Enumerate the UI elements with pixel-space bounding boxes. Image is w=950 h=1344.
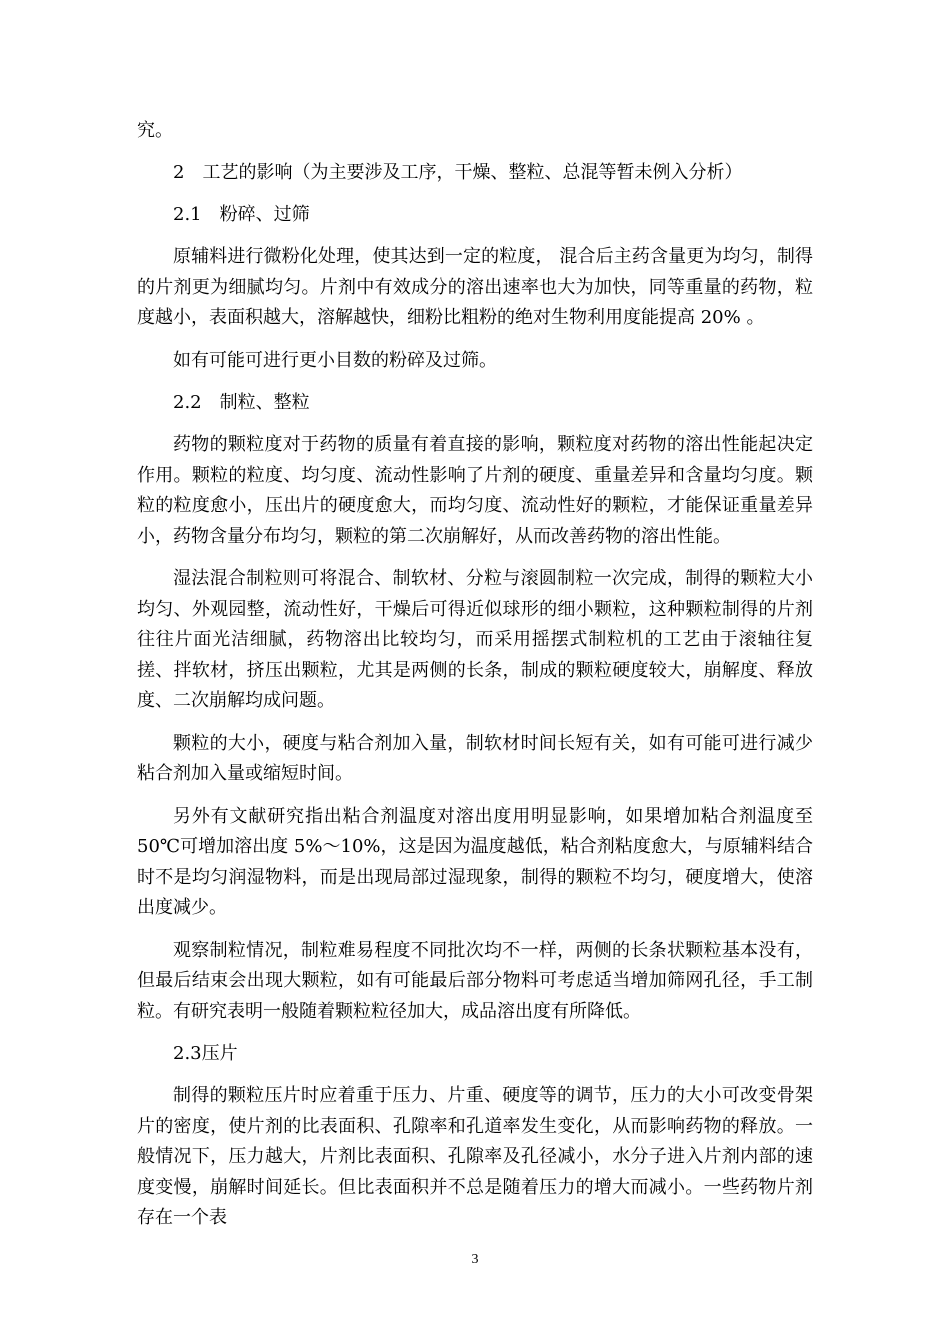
paragraph-2-1-b: 如有可能可进行更小目数的粉碎及过筛。 xyxy=(173,349,497,371)
section-heading-2-3: 2.3压片 xyxy=(173,1043,238,1064)
paragraph-2-2-b: 湿法混合制粒则可将混合、制软材、分粒与滚圆制粒一次完成，制得的颗粒大小均匀、外观园整，流动性好，干燥后可得近似球形的细小颗粒，这种颗粒制得的片剂往往片面光洁细腻，药物溶出比较均匀，而采用摇摆式制粒机的工艺由于滚轴往复搓、拌软材，挤压出颗粒，尤其是两侧的长条，制成的颗粒硬度较大，崩解度、释放度、二次崩解均成问题。 xyxy=(137,568,813,711)
page-number: 3 xyxy=(471,1252,479,1267)
paragraph-2-2-d: 另外有文献研究指出粘合剂温度对溶出度用明显影响，如果增加粘合剂温度至 50℃可增加溶出度 5%～10%，这是因为温度越低，粘合剂粘度愈大，与原辅料结合时不是均匀润湿物料，而是出现局部过湿现象，制得的颗粒不均匀，硬度增大，使溶出度减少。 xyxy=(137,805,813,918)
paragraph-2-1-a: 原辅料进行微粉化处理，使其达到一定的粒度， 混合后主药含量更为均匀，制得的片剂更为细腻均匀。片剂中有效成分的溶出速率也大为加快，同等重量的药物，粒度越小，表面积越大，溶解越快，细粉比粗粉的绝对生物利用度能提高 20% 。 xyxy=(137,246,813,328)
paragraph-2-2-a: 药物的颗粒度对于药物的质量有着直接的影响，颗粒度对药物的溶出性能起决定作用。颗粒的粒度、均匀度、流动性影响了片剂的硬度、重量差异和含量均匀度。颗粒的粒度愈小，压出片的硬度愈大，而均匀度、流动性好的颗粒，才能保证重量差异小，药物含量分布均匀，颗粒的第二次崩解好，从而改善药物的溶出性能。 xyxy=(137,434,813,547)
section-heading-2-1: 2.1 粉碎、过筛 xyxy=(173,204,310,225)
paragraph-2-2-c: 颗粒的大小，硬度与粘合剂加入量，制软材时间长短有关，如有可能可进行减少粘合剂加入量或缩短时间。 xyxy=(137,732,813,784)
section-heading-2-2: 2.2 制粒、整粒 xyxy=(173,392,310,413)
document-body xyxy=(137,116,813,1246)
paragraph-2-2-e: 观察制粒情况，制粒难易程度不同批次均不一样，两侧的长条状颗粒基本没有，但最后结束会出现大颗粒，如有可能最后部分物料可考虑适当增加筛网孔径，手工制粒。有研究表明一般随着颗粒粒径加大，成品溶出度有所降低。 xyxy=(137,939,813,1022)
continuation-text: 究。 xyxy=(137,120,173,141)
paragraph-2-3-a: 制得的颗粒压片时应着重于压力、片重、硬度等的调节，压力的大小可改变骨架片的密度，使片剂的比表面积、孔隙率和孔道率发生变化，从而影响药物的释放。一般情况下，压力越大，片剂比表面积、孔隙率及孔径减小，水分子进入片剂内部的速度变慢，崩解时间延长。但比表面积并不总是随着压力的增大而减小。一些药物片剂存在一个表 xyxy=(137,1085,813,1228)
section-heading-2: 2 工艺的影响（为主要涉及工序，干燥、整粒、总混等暂未例入分析） xyxy=(173,162,743,183)
